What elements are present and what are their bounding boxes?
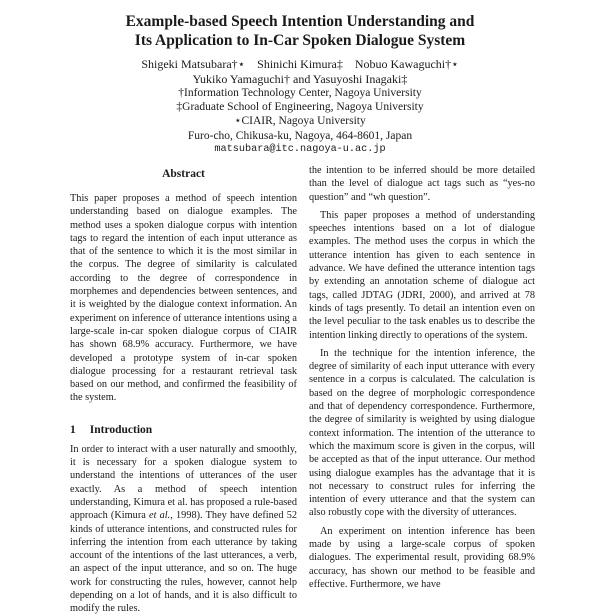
author-list: [0, 57, 600, 86]
abstract-text: This paper proposes a method of speech intention understanding based on dialogue examples. The method uses a spoken dialogue corpus with intention tags to regard the intention of each input utterance as that of the sentence to which it is the most similar in the corpus. The degree of similarity is calculated according to the degree of correspondence in morphemes and dependencies between sentences, and it is weighted by the dialogue context information. An experiment on inference of utterance intentions using a large-scale in-car spoken dialogue corpus of CIAIR has shown 68.9% accuracy. Furthermore, we have developed a prototype system of in-car spoken dialogue processing for a restaurant retrieval task based on our method, and confirmed the feasibility of the system.: [70, 193, 297, 404]
intro-text-part-2: , 1998). They have defined 52 kinds of utterance intentions, and constructed rules for inferring the intention from each utterance by taking account of the intentions of the last utterances, a verb, an aspect of the input utterance, and so on. The huge work for constructing the rules, however, cannot help depending on a lot of hands, and it is also difficult to modify the rules.: [70, 510, 298, 615]
intro-citation-et-al: et al.: [149, 510, 171, 522]
intro-text-part-1: In order to interact with a user naturally and smoothly, it is necessary for a spoken dialogue system to understand the intentions of utterances of the user exactly. As a method of speech intention understanding, Kimura et al. has proposed a rule-based approach (Kimura: [70, 443, 297, 522]
paper-title: [0, 12, 600, 50]
section-title: Introduction: [89, 423, 153, 436]
paper-header: [0, 0, 600, 157]
contact-email: matsubara@itc.nagoya-u.ac.jp: [214, 143, 386, 155]
authors-line-2: Yukiko Yamaguchi† and Yasuyoshi Inagaki‡: [192, 71, 408, 86]
affiliation-4: Furo-cho, Chikusa-ku, Nagoya, 464-8601, Japan: [187, 129, 413, 142]
left-column: [70, 164, 297, 616]
affiliation-1: †Information Technology Center, Nagoya University: [178, 87, 422, 99]
right-paragraph-4: An experiment on intention inference has been made by using a large-scale corpus of spoken dialogues. The experimental result, providing 68.9% accuracy, has shown our method to be feasible and effective. Furthermore, we have: [309, 525, 535, 590]
affiliation-2: ‡Graduate School of Engineering, Nagoya University: [176, 101, 424, 114]
authors-line-1: Shigeki Matsubara†⋆ Shinichi Kimura‡ Nobuo Kawaguchi†⋆: [141, 57, 459, 71]
title-line-2: Its Application to In-Car Spoken Dialogue System: [134, 32, 466, 49]
section-number: 1: [70, 423, 76, 436]
right-paragraph-continued: the intention to be inferred should be more detailed than the level of dialogue act tags such as “yes-no question” and “wh question”.: [309, 165, 535, 203]
title-line-1: Example-based Speech Intention Understanding and: [125, 13, 475, 30]
affiliation-list: [0, 86, 600, 143]
intro-paragraph-1: [70, 443, 297, 616]
section-heading-introduction: [70, 423, 297, 437]
affiliation-3: ⋆CIAIR, Nagoya University: [234, 115, 366, 128]
right-paragraph-3: In the technique for the intention inference, the degree of similarity of each input utterance with every sentence in a corpus is calculated. The calculation is based on the degree of morphologic correspondence and that of dependency correspondence. Furthermore, the degree of similarity is weighted by using dialogue context information. The intention of the utterance to which the maximum score is given in the corpus, will be accepted as that of the input utterance. Our method using dialogue examples has the advantage that it is not necessary to construct rules for inferring the intention of every utterance and that the system can also robustly cope with the diversity of utterances.: [309, 347, 535, 519]
abstract-heading: Abstract: [162, 168, 205, 180]
right-column: [309, 164, 535, 591]
right-paragraph-2: This paper proposes a method of understanding speeches intentions based on a lot of dialogue examples. The method uses the corpus in which the utterance intention has given to each sentence in advance. We have defined the utterance intention tags by extending an annotation scheme of dialogue act tags, called JDTAG (JDRI, 2000), and arrived at 78 kinds of tags presently. To detail an intention even on the level peculiar to the task enables us to describe the intention linking directly to operations of the system.: [309, 209, 535, 341]
